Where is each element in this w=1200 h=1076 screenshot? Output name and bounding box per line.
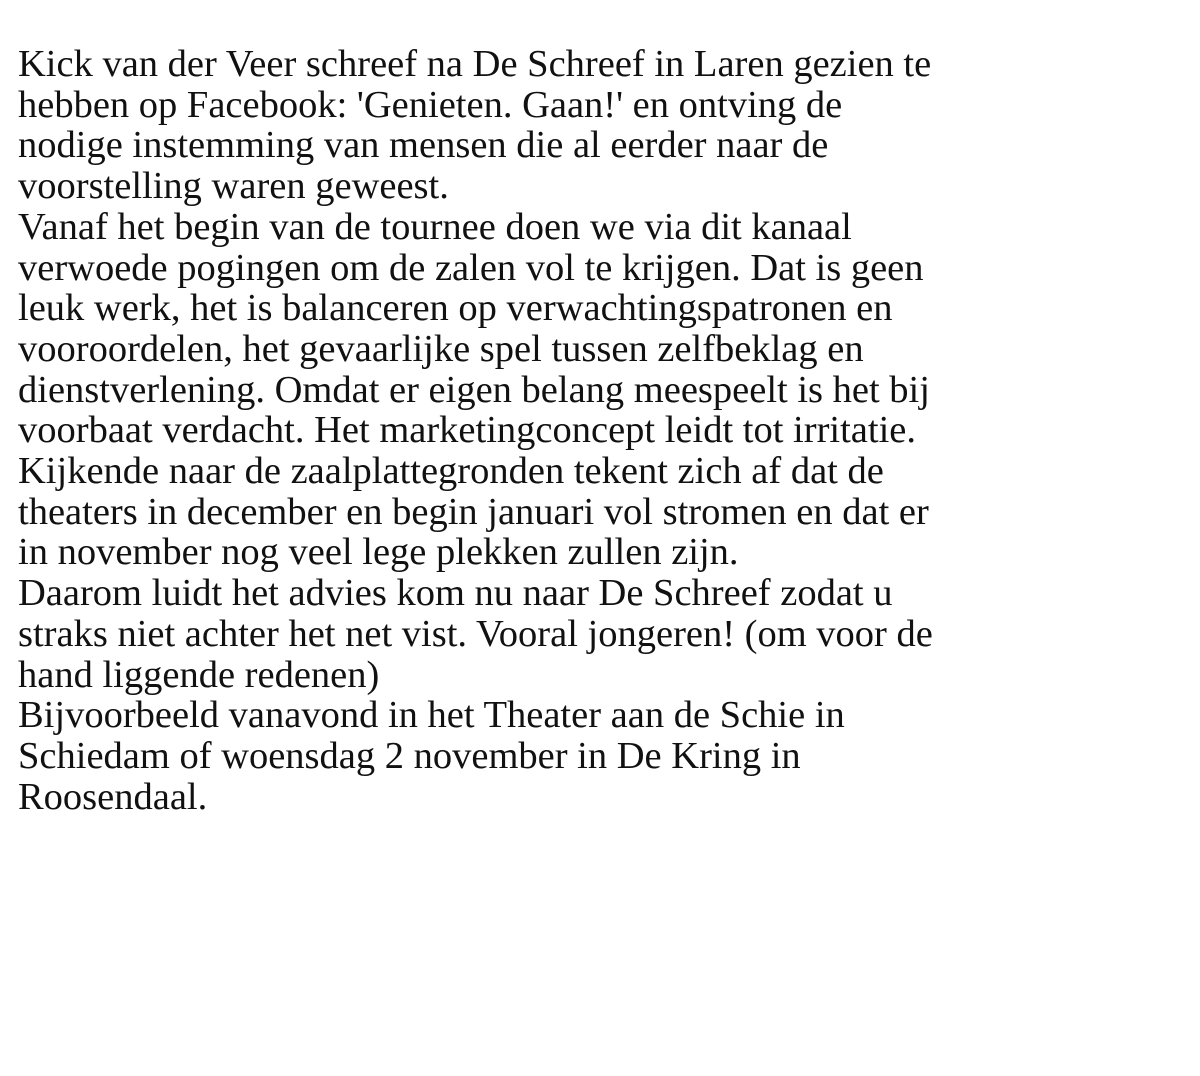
text-line: Daarom luidt het advies kom nu naar De Schreef zodat u [18,572,893,615]
text-line: straks niet achter het net vist. Vooral jongeren! (om voor de [18,612,933,655]
text-line: Schiedam of woensdag 2 november in De Kring in [18,734,801,777]
text-line: voorbaat verdacht. Het marketingconcept leidt tot irritatie. [18,409,916,452]
text-line: Bijvoorbeeld vanavond in het Theater aan de Schie in [18,694,845,737]
text-line: hand liggende redenen) [18,653,380,696]
text-line: Roosendaal. [18,775,208,818]
text-line: theaters in december en begin januari vol stromen en dat er [18,490,929,533]
text-line: vooroordelen, het gevaarlijke spel tussen zelfbeklag en [18,327,864,370]
text-line: nodige instemming van mensen die al eerder naar de [18,124,829,167]
body-text [18,44,1198,817]
text-line: Vanaf het begin van de tournee doen we via dit kanaal [18,205,852,248]
text-line: Kijkende naar de zaalplattegronden tekent zich af dat de [18,450,884,493]
text-line: hebben op Facebook: 'Genieten. Gaan!' en ontving de [18,83,843,126]
text-line: verwoede pogingen om de zalen vol te krijgen. Dat is geen [18,246,924,289]
text-line: Kick van der Veer schreef na De Schreef in Laren gezien te [18,43,932,85]
text-line: voorstelling waren geweest. [18,165,449,208]
text-line: dienstverlening. Omdat er eigen belang meespeelt is het bij [18,368,930,411]
text-line: leuk werk, het is balanceren op verwachtingspatronen en [18,287,893,330]
text-line: in november nog veel lege plekken zullen zijn. [18,531,739,574]
